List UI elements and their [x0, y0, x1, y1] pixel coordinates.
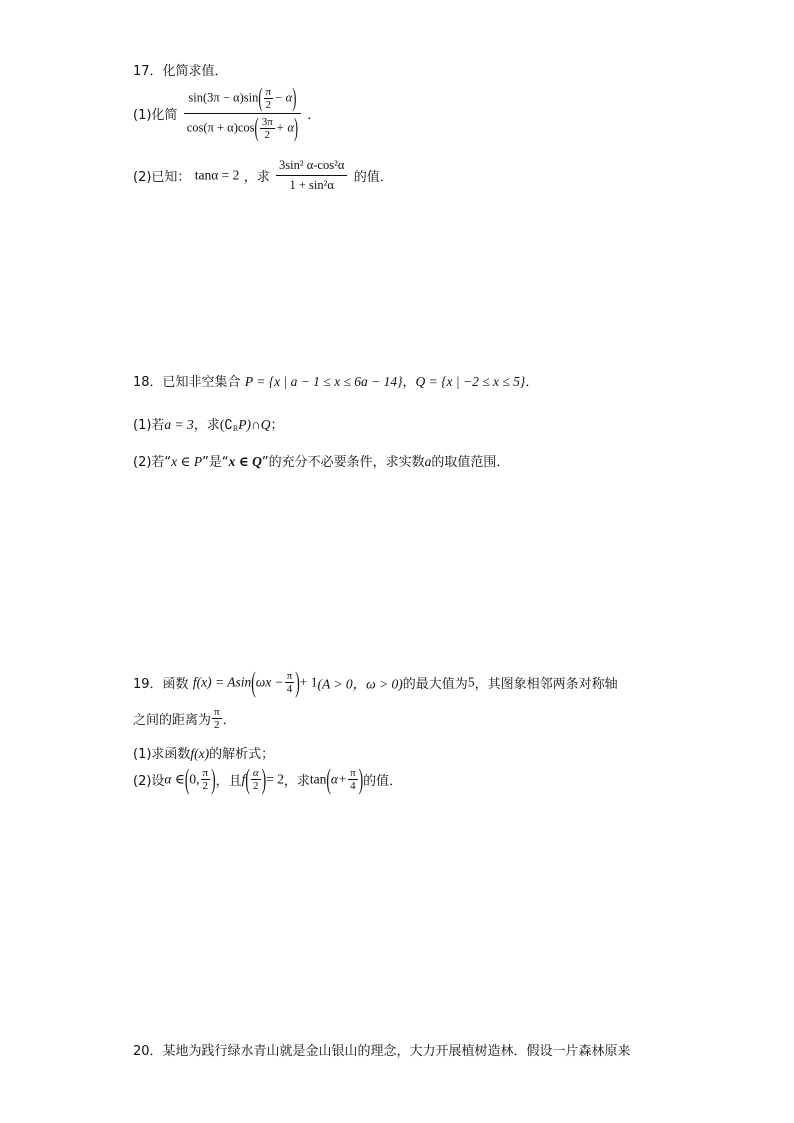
q19-p2-label: (2)设	[133, 774, 165, 789]
q20-text: 某地为践行绿水青山就是金山银山的理念，大力开展植树造林．假设一片森林原来	[162, 1044, 631, 1059]
q19-p2-int-a: 0,	[189, 771, 200, 787]
q19-p2-alpha: α ∈	[164, 771, 185, 787]
q19-p2-tan-4: 4	[350, 780, 356, 792]
q19-p1-label: (1)求函数	[133, 747, 191, 762]
q19-line2	[133, 706, 236, 731]
q19-cond: (A > 0，ω > 0)	[317, 676, 403, 692]
q17-p1-label: (1)化简	[133, 108, 178, 123]
q17-p1-end: ．	[307, 108, 321, 123]
q17-p2-cond: tanα = 2	[194, 167, 240, 183]
q18-part1	[133, 414, 284, 433]
q19-intro: 函数	[162, 677, 189, 692]
q18-set-p: P = {x | a − 1 ≤ x ≤ 6a − 14}	[244, 374, 403, 389]
q19-p2-eq: = 2	[266, 771, 284, 787]
q19-text1: 的最大值为	[402, 677, 468, 692]
q18-p1-mid: ，求	[193, 418, 220, 433]
q19-p2-pi: π	[202, 767, 209, 779]
q18-p2-a: (2)若“	[133, 455, 172, 470]
q17-p1-num-pi: π	[265, 86, 272, 98]
q17-p2-fraction	[276, 158, 347, 193]
q17-p2-label: (2)已知：	[133, 170, 191, 185]
q18-p1-expr-a: (∁	[219, 417, 233, 432]
q19-p2-2: 2	[202, 780, 209, 792]
q19-number: 19．	[133, 677, 163, 692]
q19-func-b: ωx −	[255, 674, 284, 690]
q19-func-pi: π	[286, 670, 293, 682]
q17-p2-mid: ，求	[243, 170, 270, 185]
q18-p2-d: 的取值范围．	[431, 455, 510, 470]
q17-p1-num-d: − α	[274, 90, 293, 105]
q19-p2-end: 的值．	[363, 774, 403, 789]
q19-p1-end: 的解析式；	[209, 747, 275, 762]
q17-p1-den-d: + α	[275, 120, 294, 135]
q19-p2-fa: α	[252, 767, 259, 779]
q17-p2-numerator: 3sin² α-cos²α	[276, 158, 347, 176]
q17-p1-den-a: cos(π + α)cos	[186, 120, 255, 135]
q18-p2-b: ”是“	[202, 455, 229, 470]
q19-line2-2: 2	[214, 719, 220, 731]
q19-line2-a: 之间的距离为	[133, 713, 212, 728]
q17-p1-den-3pi: 3π	[261, 116, 273, 128]
q19-p2-tan-pi: π	[350, 767, 356, 779]
q18-p1-label: (1)若	[133, 418, 165, 433]
q17-part1	[133, 82, 321, 143]
q17-title: 化简求值．	[162, 64, 228, 79]
q18-p1-end: ；	[270, 418, 284, 433]
q17-p2-end: 的值．	[353, 170, 393, 185]
q18-title-line	[133, 371, 538, 390]
q19-line2-pi: π	[214, 706, 220, 718]
q17-part2	[133, 158, 393, 193]
q18-p1-expr-b: P)∩Q	[238, 417, 271, 432]
q19-p2-tan: tan	[309, 771, 327, 787]
q19-line1: 19．函数 f(x) = Asin(ωx − $\frac{\pi}{4}$ )+ 1(A > 0，ω > 0)的最大值为5，其图象相邻两条对称轴	[133, 665, 618, 698]
q17-p1-den-2: 2	[264, 129, 270, 141]
q19-text2: ，其图象相邻两条对称轴	[474, 677, 618, 692]
q18-part2	[133, 451, 509, 470]
q17-p1-num-a: sin(3π − α)sin	[188, 90, 259, 105]
q19-p2-f2: 2	[253, 780, 259, 792]
q18-end: ．	[525, 375, 539, 390]
q18-p2-x2: x ∈ Q	[228, 454, 262, 469]
q17-p1-fraction	[184, 82, 301, 143]
q17-title-line	[133, 60, 228, 79]
q18-comma: ，	[402, 375, 416, 390]
q18-p2-x1: x ∈ P	[171, 454, 203, 469]
q19-p2-f: f	[241, 771, 246, 787]
q19-func-a: f(x) = Asin	[192, 674, 252, 690]
q17-p1-numerator: sin(3π − α)sin( $\frac{\pi}{2}$ − α)	[184, 86, 301, 114]
q19-func-4: 4	[286, 683, 293, 695]
q20-number: 20．	[133, 1044, 163, 1059]
q18-p1-cond: a = 3	[164, 417, 194, 432]
q17-p1-num-2: 2	[265, 99, 272, 111]
q19-part1	[133, 743, 274, 762]
q19-p1-f: f(x)	[190, 746, 210, 761]
q18-intro: 已知非空集合	[162, 375, 241, 390]
q18-p2-var: a	[424, 454, 432, 469]
q18-set-q: Q = {x | −2 ≤ x ≤ 5}	[415, 374, 526, 389]
q18-number: 18．	[133, 375, 163, 390]
q19-max: 5	[467, 674, 475, 690]
q19-p2-mid2: ，求	[283, 774, 310, 789]
q17-p2-denominator: 1 + sin²α	[289, 178, 334, 192]
q19-p2-tan-a: α+	[330, 771, 348, 787]
q18-p1-expr-sub: R	[232, 424, 239, 433]
q19-part2: (2)设α ∈(0, $\frac{\pi}{2}$ )，且f( $\frac{\alpha}{2}$ )= 2，求tan(α+ $\frac{\pi}{4}$ )的值．	[133, 762, 403, 795]
q18-p2-c: ”的充分不必要条件，求实数	[261, 455, 425, 470]
q19-p2-mid: ，且	[215, 774, 242, 789]
q19-func-c: + 1	[299, 674, 318, 690]
q17-number: 17．	[133, 64, 163, 79]
q20-line	[133, 1040, 631, 1059]
q19-line2-end: ．	[222, 713, 236, 728]
q17-p1-denominator: cos(π + α)cos( $\frac{3\pi}{2}$ + α)	[186, 112, 299, 143]
